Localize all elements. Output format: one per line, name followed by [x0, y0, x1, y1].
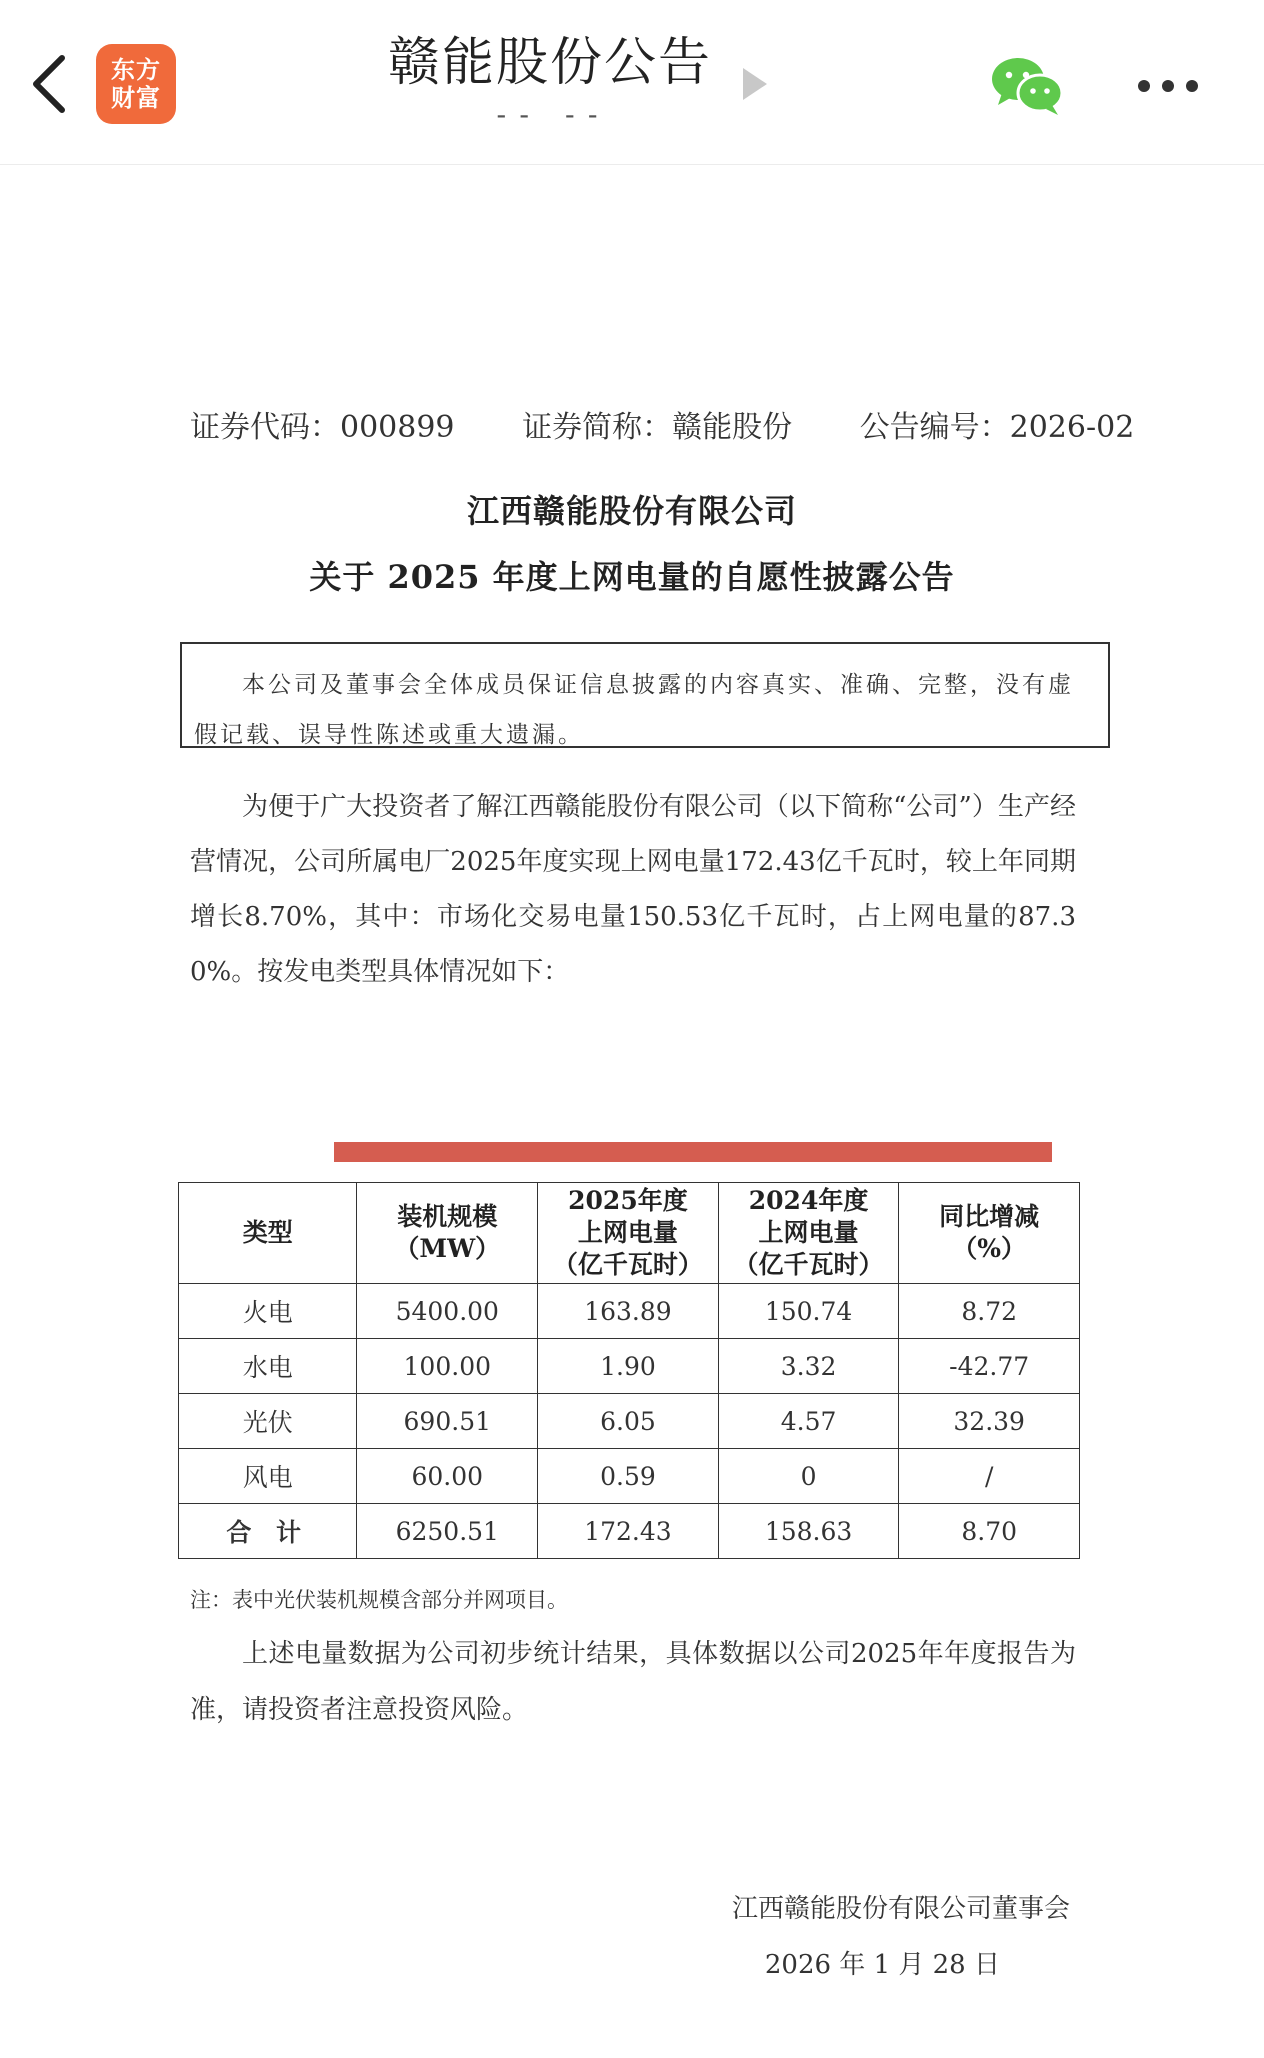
- table-row: 水电 100.00 1.90 3.32 -42.77: [179, 1339, 1080, 1394]
- header-2024-output: 2024年度 上网电量 （亿千瓦时）: [718, 1183, 899, 1284]
- header-yoy-change: 同比增减 （%）: [899, 1183, 1080, 1284]
- body-paragraph: 为便于广大投资者了解江西赣能股份有限公司（以下简称“公司”）生产经营情况，公司所属电厂2025年度实现上网电量172.43亿千瓦时，较上年同期增长8.70%，其中：市场化交易电量150.53亿千瓦时，占上网电量的87.30%。按发电类型具体情况如下：: [190, 792, 1076, 987]
- play-icon[interactable]: [743, 68, 767, 100]
- wechat-icon[interactable]: [990, 55, 1066, 117]
- table-row: 光伏 690.51 6.05 4.57 32.39: [179, 1394, 1080, 1449]
- signature: 江西赣能股份有限公司董事会: [731, 1894, 1070, 1924]
- app-logo[interactable]: [96, 44, 176, 124]
- header-capacity: 装机规模 （MW）: [357, 1183, 538, 1284]
- page-subtitle: -- --: [492, 98, 608, 131]
- table-row: 火电 5400.00 163.89 150.74 8.72: [179, 1284, 1080, 1339]
- page-title: 赣能股份公告: [387, 33, 712, 93]
- table-total-row: 合 计 6250.51 172.43 158.63 8.70: [179, 1504, 1080, 1559]
- doc-heading: 关于 2025 年度上网电量的自愿性披露公告: [309, 558, 955, 596]
- conclusion-paragraph: 上述电量数据为公司初步统计结果，具体数据以公司2025年年度报告为准，请投资者注意投资风险。: [190, 1639, 1076, 1725]
- header-2025-output: 2025年度 上网电量 （亿千瓦时）: [538, 1183, 719, 1284]
- logo-line-2: 财富: [111, 84, 161, 112]
- doc-meta-line: [190, 402, 1135, 446]
- logo-line-1: 东方: [111, 56, 161, 84]
- table-note: 注：表中光伏装机规模含部分并网项目。: [190, 1588, 568, 1612]
- chevron-left-icon: [24, 48, 74, 118]
- notice-number: 公告编号：2026-02: [859, 410, 1135, 445]
- more-icon[interactable]: [1138, 80, 1198, 94]
- stock-code: 证券代码：000899: [190, 410, 455, 445]
- stock-abbr: 证券简称：赣能股份: [522, 410, 793, 445]
- table-header-row: [179, 1183, 1080, 1284]
- back-button[interactable]: [24, 48, 74, 118]
- board-statement: 本公司及董事会全体成员保证信息披露的内容真实、准确、完整，没有虚假记载、误导性陈述或重大遗漏。: [180, 642, 1110, 748]
- top-nav-bar: [0, 0, 1264, 165]
- power-generation-table: [178, 1182, 1080, 1559]
- sign-date: 2026 年 1 月 28 日: [764, 1950, 1000, 1980]
- highlight-underline: [334, 1142, 1052, 1162]
- header-type: 类型: [179, 1183, 357, 1284]
- doc-company: 江西赣能股份有限公司: [466, 492, 797, 530]
- table-row: 风电 60.00 0.59 0 /: [179, 1449, 1080, 1504]
